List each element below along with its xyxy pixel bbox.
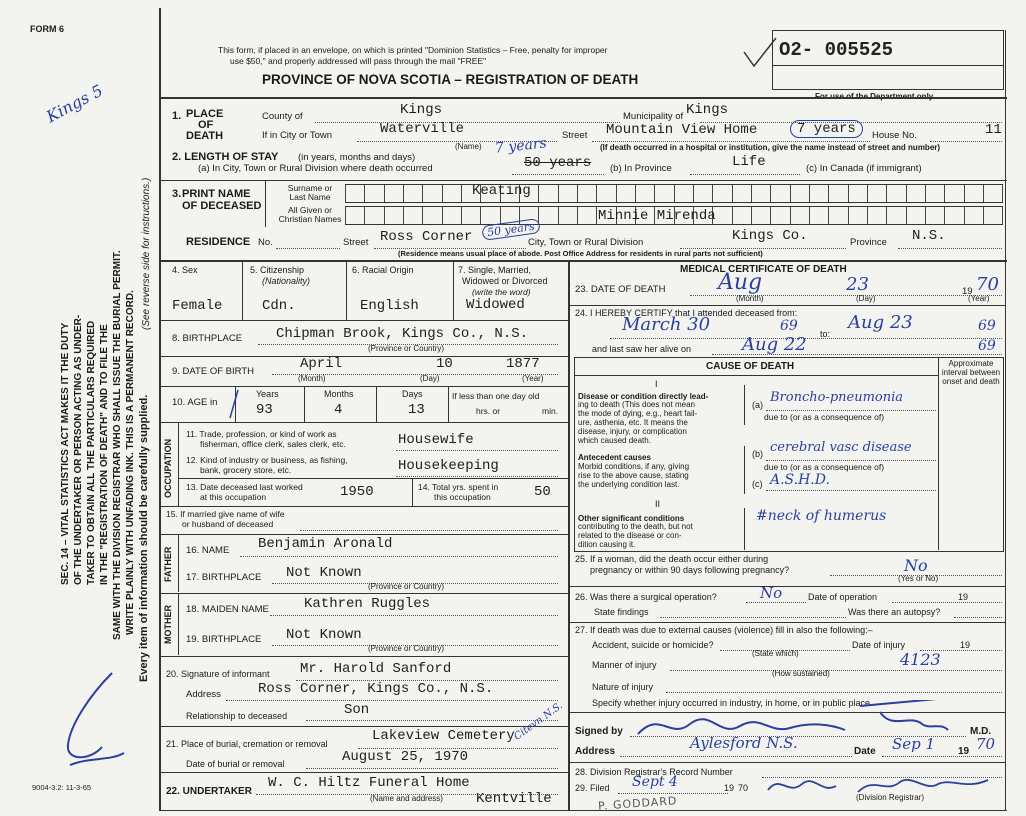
last-saw-label: and last saw her alive on	[592, 344, 692, 354]
cause-c-value: A.S.H.D.	[770, 472, 830, 488]
registration-number: O2- 005525	[779, 39, 894, 61]
dob-month: April	[300, 356, 343, 372]
burial-place-value: Lakeview Cemetery	[372, 728, 515, 744]
antecedent-label-4: the underlying condition last.	[578, 480, 680, 489]
registration-number-box	[772, 30, 1004, 90]
total-years-label-2: this occupation	[434, 492, 491, 502]
father-birthplace-value: Not Known	[286, 565, 362, 581]
check-mark-icon	[740, 36, 780, 72]
residence-label: RESIDENCE	[186, 236, 251, 248]
residence-city-label: City, Town or Rural Division	[528, 237, 644, 248]
cause-of-death-title: CAUSE OF DEATH	[706, 361, 795, 372]
surname-value: Keating	[472, 183, 531, 199]
dob-day: 10	[436, 356, 453, 372]
mail-notice-line2: use $50," and properly addressed will pass through the mail "FREE"	[230, 56, 487, 66]
signed-by-label: Signed by	[575, 726, 623, 737]
stay-a-correction: 7 years	[494, 135, 548, 157]
dob-label: 9. DATE OF BIRTH	[172, 366, 254, 377]
residence-no-label: No.	[258, 237, 273, 248]
undertaker-town: Kentville	[476, 791, 552, 807]
attended-to-year: 69	[978, 318, 996, 334]
department-use-note: For use of the Department only	[815, 92, 934, 101]
death-month-value: Aug	[718, 270, 763, 295]
stay-c-label: (c) In Canada (if immigrant)	[806, 163, 922, 174]
signature-date-value: Sep 1	[892, 735, 936, 753]
racial-origin-value: English	[360, 298, 419, 314]
attended-from-value: March 30	[622, 314, 711, 335]
approx-interval-label: Approximate interval between onset and death	[941, 359, 1001, 386]
occupation-side-label: OCCUPATION	[163, 438, 173, 498]
burial-date-label: Date of burial or removal	[186, 759, 285, 769]
surgery-label: 26. Was there a surgical operation?	[575, 592, 717, 602]
relationship-value: Son	[344, 702, 370, 718]
city-value: Waterville	[380, 121, 465, 137]
cause-a-due-to: due to (or as a consequence of)	[764, 412, 885, 422]
citizenship-sub: (Nationality)	[262, 276, 311, 286]
filed-value: Sept 4	[632, 774, 678, 790]
findings-label: State findings	[594, 607, 649, 617]
father-birthplace-sub: (Province or Country)	[368, 582, 445, 591]
given-names-value: Minnie Mirenda	[598, 208, 716, 224]
county-label: County of	[262, 111, 303, 122]
of-deceased-label: OF DECEASED	[182, 200, 262, 212]
nature-of-injury-label: Nature of injury	[592, 682, 654, 692]
pregnancy-sub: (Yes or No)	[898, 574, 939, 583]
mother-birthplace-label: 19. BIRTHPLACE	[186, 634, 262, 645]
margin-note-kings: Kings 5	[43, 80, 106, 127]
death-year-sub: (Year)	[968, 294, 990, 303]
place-num: 1.	[172, 110, 182, 122]
citizenship-value: Cdn.	[262, 298, 296, 314]
registrar-stamp: P. GODDARD	[597, 794, 678, 813]
cause-b-due-to: due to (or as a consequence of)	[764, 462, 885, 472]
pregnancy-value: No	[904, 556, 928, 575]
place-label: PLACE	[186, 108, 224, 120]
attended-to-value: Aug 23	[848, 312, 913, 333]
marital-label-2: Widowed or Divorced	[462, 276, 548, 286]
physician-address-label: Address	[575, 746, 616, 757]
marital-value: Widowed	[466, 297, 525, 313]
pregnancy-label-1: 25. If a woman, did the death occur either during	[575, 554, 769, 564]
antecedent-label-2: Morbid conditions, if any, giving	[578, 462, 690, 471]
side-instruction-1: SEC. 14 – VITAL STATISTICS ACT MAKES IT THE DUTY	[60, 322, 71, 585]
margin-initial-scribble	[50, 665, 130, 775]
signature-year-value: 70	[976, 735, 996, 753]
age-years-label: Years	[256, 389, 279, 399]
municipality-label: Municipality of	[623, 111, 684, 122]
attended-to-label: to:	[820, 329, 831, 339]
street-note-value: 7 years	[790, 120, 863, 138]
last-worked-label-2: at this occupation	[200, 492, 267, 502]
undertaker-sub: (Name and address)	[370, 794, 443, 803]
last-worked-value: 1950	[340, 484, 374, 500]
certify-label: 24. I HEREBY CERTIFY that I attended deceased from:	[575, 308, 798, 318]
of-label: OF	[198, 119, 214, 131]
house-no-label: House No.	[872, 130, 917, 141]
mother-name-label: 18. MAIDEN NAME	[186, 604, 269, 615]
dob-year: 1877	[506, 356, 540, 372]
name-sub-label: (Name)	[455, 142, 482, 151]
trade-value: Housewife	[398, 432, 474, 448]
informant-label: 20. Signature of informant	[166, 669, 270, 679]
cause-a-value: Broncho-pneumonia	[770, 390, 904, 405]
residence-province-value: N.S.	[912, 228, 946, 244]
informant-address-label: Address	[186, 689, 221, 700]
death-month-sub: (Month)	[736, 294, 764, 303]
total-years-value: 50	[534, 484, 551, 500]
injury-date-label: Date of injury	[852, 640, 906, 650]
county-value: Kings	[400, 102, 443, 118]
industry-label-1: 12. Kind of industry or business, as fishing,	[186, 455, 348, 465]
burial-place-note: Citevn N.S.	[512, 700, 565, 743]
death-day-sub: (Day)	[856, 294, 876, 303]
death-day-value: 23	[846, 274, 869, 295]
last-saw-value: Aug 22	[742, 334, 807, 355]
side-instruction-2: OF THE UNDERTAKER OR PERSON ACTING AS UNDER-	[73, 314, 84, 585]
physician-address-value: Aylesford N.S.	[690, 734, 798, 752]
age-days-label: Days	[402, 389, 423, 399]
length-of-stay-label: 2. LENGTH OF STAY	[172, 151, 279, 163]
min-label: min.	[542, 406, 559, 416]
age-months-label: Months	[324, 389, 354, 399]
md-label: M.D.	[970, 726, 992, 737]
sex-label: 4. Sex	[172, 265, 198, 275]
citizenship-label: 5. Citizenship	[250, 265, 305, 275]
undertaker-value: W. C. Hiltz Funeral Home	[268, 775, 470, 791]
father-birthplace-label: 17. BIRTHPLACE	[186, 572, 262, 583]
age-check-mark	[226, 388, 242, 420]
residence-street-value: Ross Corner	[380, 229, 473, 245]
direct-cause-label-6: which caused death.	[578, 436, 651, 445]
spouse-label-1: 15. If married give name of wife	[166, 509, 285, 519]
racial-origin-label: 6. Racial Origin	[352, 265, 414, 275]
other-conditions-value: #neck of humerus	[756, 508, 887, 524]
residence-note: (Residence means usual place of abode. Post Office Address for residents in rural parts not sufficient)	[398, 249, 763, 258]
side-instruction-4: IN THE "REGISTRATION OF DEATH" AND TO FILE THE	[99, 324, 110, 585]
marital-label-3: (write the word)	[472, 287, 531, 297]
marital-label-1: 7. Single, Married,	[458, 265, 532, 275]
residence-city-value: Kings Co.	[732, 228, 808, 244]
cause-a-letter: (a)	[752, 400, 763, 410]
signature-date-label: Date	[854, 746, 876, 757]
relationship-label: Relationship to deceased	[186, 711, 288, 721]
form-code: 9004-3.2: 11-3-65	[32, 783, 92, 792]
attended-from-year: 69	[780, 318, 798, 334]
other-conditions-label-4: dition causing it.	[578, 540, 636, 549]
surname-cells	[345, 184, 1003, 202]
form-title: PROVINCE OF NOVA SCOTIA – REGISTRATION OF DEATH	[262, 72, 639, 87]
industry-label-2: bank, grocery store, etc.	[200, 465, 292, 475]
burial-place-label: 21. Place of burial, cremation or removal	[166, 739, 328, 749]
burial-date-value: August 25, 1970	[342, 749, 469, 765]
surgery-value: No	[760, 584, 783, 602]
external-causes-label: 27. If death was due to external causes (violence) fill in also the following:–	[575, 625, 873, 635]
direct-cause-label-4: ure, asthenia, etc. It means the	[578, 418, 688, 427]
manner-of-injury-label: Manner of injury	[592, 660, 657, 670]
state-which-sub: (State which)	[752, 649, 799, 658]
municipality-value: Kings	[686, 102, 729, 118]
mother-side-label: MOTHER	[163, 605, 173, 644]
residence-street-label: Street	[343, 237, 369, 248]
age-label: 10. AGE in	[172, 397, 218, 408]
filed-label: 29. Filed	[575, 783, 610, 793]
death-year-prefix: 19	[962, 286, 973, 297]
other-conditions-label-3: related to the disease or con-	[578, 531, 682, 540]
direct-cause-label-5: disease, injury, or complication	[578, 427, 687, 436]
last-worked-label-1: 13. Date deceased last worked	[186, 482, 303, 492]
mother-birthplace-value: Not Known	[286, 627, 362, 643]
trade-label-1: 11. Trade, profession, or kind of work as	[186, 429, 337, 439]
street-value: Mountain View Home	[606, 122, 758, 138]
father-side-label: FATHER	[163, 546, 173, 582]
sex-value: Female	[172, 298, 223, 314]
other-conditions-label-2: contributing to the death, but not	[578, 522, 693, 531]
operation-date-label: Date of operation	[808, 592, 878, 602]
registrar-sub: (Division Registrar)	[856, 793, 925, 802]
birthplace-label: 8. BIRTHPLACE	[172, 333, 243, 344]
part-one-label: I	[655, 379, 658, 389]
stay-a-value: 50 years	[524, 155, 592, 171]
last-saw-year: 69	[978, 338, 996, 354]
city-label: If in City or Town	[262, 130, 333, 141]
side-instruction-8: (See reverse side for instructions.)	[141, 177, 152, 330]
mother-birthplace-sub: (Province or Country)	[368, 644, 445, 653]
undertaker-label: 22. UNDERTAKER	[166, 786, 252, 797]
birthplace-sub: (Province or Country)	[368, 344, 445, 353]
filed-year-value: 70	[738, 783, 749, 793]
less-than-day-label: If less than one day old	[452, 391, 540, 401]
death-label: DEATH	[186, 130, 224, 142]
length-of-stay-sub: (in years, months and days)	[298, 152, 416, 163]
surname-label: Surname or Last Name	[287, 183, 333, 203]
side-instruction-3: TAKER TO OBTAIN ALL THE PARTICULARS REQUIRED	[86, 320, 97, 585]
street-label: Street	[562, 130, 588, 141]
filed-year-prefix: 19	[724, 783, 735, 793]
house-no-value: 11	[985, 122, 1002, 138]
death-year-value: 70	[976, 274, 999, 295]
antecedent-label-3: rise to the above cause, stating	[578, 471, 689, 480]
hospital-note: (If death occurred in a hospital or institution, give the name instead of street and number)	[600, 143, 941, 152]
form-number: FORM 6	[30, 24, 65, 34]
accident-label: Accident, suicide or homicide?	[592, 640, 714, 650]
father-name-label: 16. NAME	[186, 545, 230, 556]
deceased-num: 3.	[172, 188, 182, 200]
side-instruction-7: Every item of information should be carefully supplied.	[138, 394, 150, 682]
informant-address-value: Ross Corner, Kings Co., N.S.	[258, 681, 494, 697]
injury-year-prefix: 19	[960, 640, 971, 650]
medical-certificate-title: MEDICAL CERTIFICATE OF DEATH	[680, 264, 847, 275]
cause-b-value: cerebral vasc disease	[770, 440, 912, 455]
autopsy-label: Was there an autopsy?	[848, 607, 941, 617]
total-years-label-1: 14. Total yrs. spent in	[418, 482, 499, 492]
cause-c-letter: (c)	[752, 479, 763, 489]
date-of-death-label: 23. DATE OF DEATH	[575, 284, 666, 295]
dob-day-sub: (Day)	[420, 374, 440, 383]
age-days-value: 13	[408, 402, 425, 418]
birthplace-value: Chipman Brook, Kings Co., N.S.	[276, 326, 529, 342]
how-sustained-sub: (How sustained)	[772, 669, 830, 678]
age-months-value: 4	[334, 402, 343, 418]
record-number-label: 28. Division Registrar's Record Number	[575, 767, 733, 777]
industry-value: Housekeeping	[398, 458, 499, 474]
stay-b-value: Life	[732, 154, 766, 170]
antecedent-label-1: Antecedent causes	[578, 453, 651, 462]
direct-cause-label-3: the mode of dying, e.g., heart fail-	[578, 409, 698, 418]
side-instruction-6: WRITE PLAINLY WITH UNFADING INK. THIS IS A PERMANENT RECORD.	[125, 290, 136, 635]
stay-a-label: (a) In City, Town or Rural Division where death occurred	[198, 163, 433, 174]
mother-name-value: Kathren Ruggles	[304, 596, 431, 612]
father-name-value: Benjamin Aronald	[258, 536, 393, 552]
given-names-label: All Given or Christian Names	[278, 205, 342, 225]
direct-cause-label-1: Disease or condition directly lead-	[578, 392, 709, 401]
dob-year-sub: (Year)	[522, 374, 544, 383]
residence-street-note: 50 years	[481, 218, 540, 241]
specify-place-label: Specify whether injury occurred in industry, in home, or in public place	[592, 698, 870, 708]
age-years-value: 93	[256, 402, 273, 418]
mail-notice-line1: This form, if placed in an envelope, on which is printed "Dominion Statistics – Free, penalty for improper	[218, 45, 608, 55]
dob-month-sub: (Month)	[298, 374, 326, 383]
informant-value: Mr. Harold Sanford	[300, 661, 452, 677]
stay-b-label: (b) In Province	[610, 163, 672, 174]
signature-year-prefix: 19	[958, 746, 970, 757]
injury-reference-value: 4123	[900, 650, 941, 669]
spouse-label-2: or husband of deceased	[182, 519, 274, 529]
direct-cause-label-2: ing to death (This does not mean	[578, 400, 695, 409]
operation-year-prefix: 19	[958, 592, 969, 602]
residence-province-label: Province	[850, 237, 887, 248]
part-two-label: II	[655, 499, 661, 509]
print-name-label: PRINT NAME	[182, 188, 251, 200]
pregnancy-label-2: pregnancy or within 90 days following pregnancy?	[590, 565, 790, 575]
trade-label-2: fisherman, office clerk, sales clerk, etc.	[200, 439, 346, 449]
cause-b-letter: (b)	[752, 449, 763, 459]
side-instruction-5: SAME WITH THE DIVISION REGISTRAR WHO SHALL ISSUE THE BURIAL PERMIT.	[112, 250, 123, 640]
hrs-label: hrs. or	[476, 406, 501, 416]
other-conditions-label-1: Other significant conditions	[578, 514, 685, 523]
